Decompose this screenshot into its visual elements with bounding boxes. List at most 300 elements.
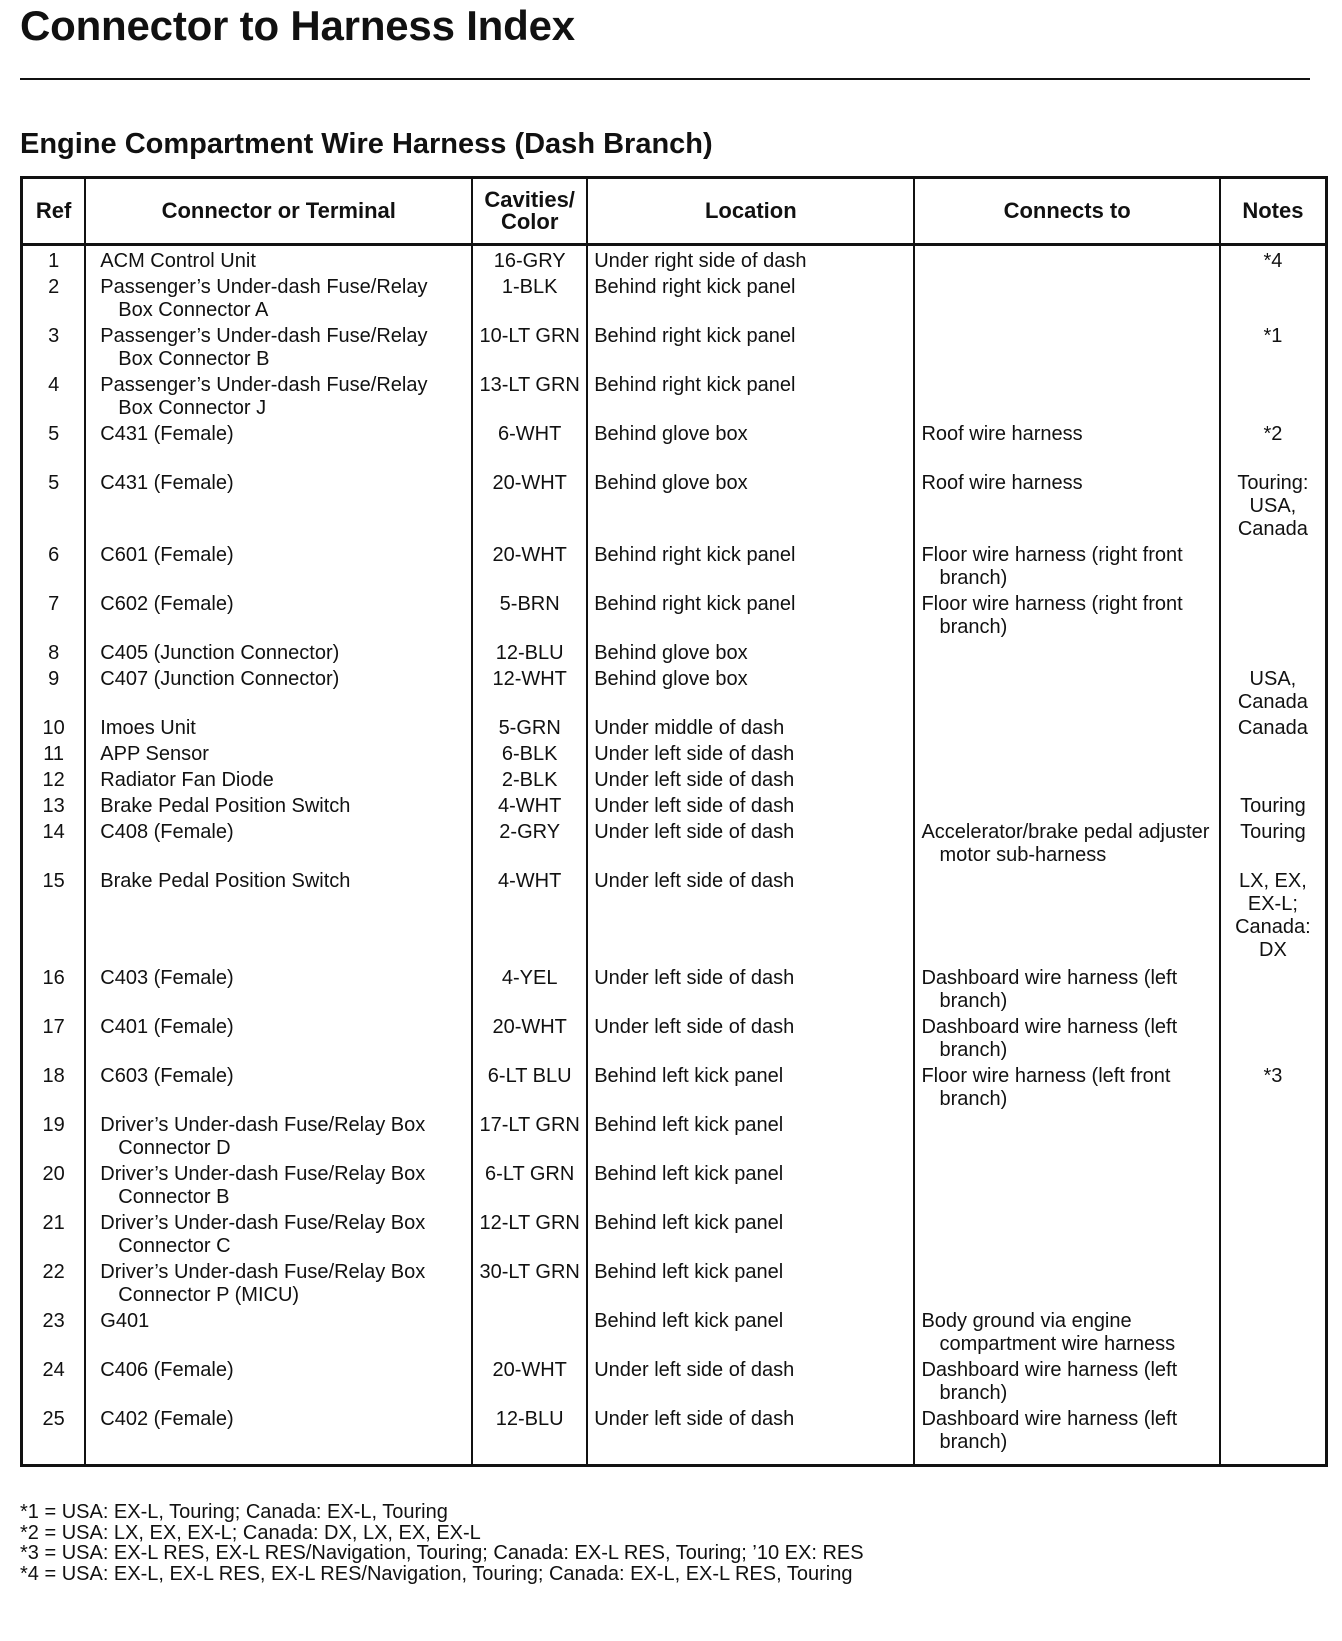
cell-location-text: Behind left kick panel <box>594 1212 784 1234</box>
cell-connects-to <box>914 374 1219 423</box>
cell-ref <box>22 717 86 743</box>
footnote: *1 = USA: EX-L, Touring; Canada: EX-L, Touring <box>20 1501 448 1523</box>
cell-notes-text: USA, Canada <box>1237 668 1308 713</box>
cell-connector <box>85 967 472 1016</box>
cell-location <box>587 870 914 967</box>
cell-ref <box>22 1065 86 1114</box>
cell-ref <box>22 1212 86 1261</box>
cell-notes <box>1220 1408 1327 1466</box>
cell-cavities <box>472 1408 587 1466</box>
cell-connector <box>85 1310 472 1359</box>
cell-ref-text: 14 <box>42 821 65 843</box>
cell-connector <box>85 668 472 717</box>
cell-location <box>587 325 914 374</box>
cell-connects-to-text: Roof wire harness <box>921 423 1083 445</box>
cell-notes <box>1220 472 1327 544</box>
cell-location-text: Behind glove box <box>594 668 748 690</box>
cell-connector-text: C603 (Female) <box>100 1065 234 1087</box>
page-title: Connector to Harness Index <box>20 2 575 49</box>
cell-notes <box>1220 642 1327 668</box>
cell-location <box>587 795 914 821</box>
cell-notes-text: *1 <box>1263 325 1283 347</box>
cell-location-text: Behind left kick panel <box>594 1114 784 1136</box>
cell-location-text: Under left side of dash <box>594 1016 795 1038</box>
cell-ref-text: 23 <box>42 1310 65 1332</box>
cell-connects-to <box>914 795 1219 821</box>
table-row <box>22 374 1327 423</box>
cell-cavities <box>472 967 587 1016</box>
cell-notes <box>1220 1212 1327 1261</box>
cell-cavities <box>472 1359 587 1408</box>
cell-notes <box>1220 967 1327 1016</box>
table-row <box>22 1261 1327 1310</box>
cell-location <box>587 423 914 472</box>
cell-notes <box>1220 1163 1327 1212</box>
cell-connects-to <box>914 325 1219 374</box>
cell-notes <box>1220 593 1327 642</box>
cell-cavities <box>472 325 587 374</box>
cell-connector-text: G401 <box>100 1310 150 1332</box>
cell-cavities-text: 6-LT BLU <box>487 1065 572 1087</box>
cell-location <box>587 743 914 769</box>
cell-location <box>587 1163 914 1212</box>
cell-connector-text: C401 (Female) <box>100 1016 234 1038</box>
col-header-ref: Ref <box>22 178 86 245</box>
cell-ref <box>22 1310 86 1359</box>
cell-connects-to <box>914 245 1219 277</box>
cell-ref-text: 7 <box>48 593 60 615</box>
cell-ref-text: 3 <box>48 325 60 347</box>
cell-ref <box>22 325 86 374</box>
cell-connector <box>85 1359 472 1408</box>
cell-ref <box>22 472 86 544</box>
cell-notes-text: Touring: USA, Canada <box>1237 472 1309 540</box>
cell-connects-to <box>914 593 1219 642</box>
cell-location <box>587 245 914 277</box>
cell-connects-to <box>914 1408 1219 1466</box>
cell-location <box>587 668 914 717</box>
cell-connects-to <box>914 1261 1219 1310</box>
cell-location <box>587 593 914 642</box>
footnote: *4 = USA: EX-L, EX-L RES, EX-L RES/Navigation, Touring; Canada: EX-L, EX-L RES, Touring <box>20 1562 853 1585</box>
cell-notes-text: *4 <box>1263 250 1283 272</box>
cell-cavities <box>472 374 587 423</box>
cell-connects-to-text: Dashboard wire harness (left branch) <box>921 1408 1178 1453</box>
cell-cavities <box>472 1310 587 1359</box>
connector-index-table <box>20 176 1328 1467</box>
cell-cavities-text: 5-BRN <box>499 593 560 615</box>
cell-cavities-text: 13-LT GRN <box>479 374 580 396</box>
cell-location-text: Behind right kick panel <box>594 325 796 347</box>
cell-connector <box>85 544 472 593</box>
cell-connector-text: Driver’s Under-dash Fuse/Relay Box Connector P (MICU) <box>100 1261 426 1306</box>
table-row <box>22 276 1327 325</box>
cell-cavities <box>472 1212 587 1261</box>
cell-cavities <box>472 1016 587 1065</box>
table-row <box>22 1212 1327 1261</box>
cell-ref <box>22 821 86 870</box>
cell-ref-text: 21 <box>42 1212 65 1234</box>
cell-notes-text: LX, EX, EX-L; Canada: DX <box>1235 870 1311 961</box>
cell-location-text: Under left side of dash <box>594 821 795 843</box>
cell-notes <box>1220 1114 1327 1163</box>
cell-connects-to-text: Floor wire harness (left front branch) <box>921 1065 1171 1110</box>
cell-connector-text: Driver’s Under-dash Fuse/Relay Box Connector D <box>100 1114 426 1159</box>
cell-connects-to <box>914 821 1219 870</box>
cell-location-text: Behind left kick panel <box>594 1065 784 1087</box>
cell-connector-text: Passenger’s Under-dash Fuse/Relay Box Connector J <box>100 374 428 419</box>
cell-connector <box>85 593 472 642</box>
cell-cavities <box>472 642 587 668</box>
cell-cavities-text: 20-WHT <box>492 1359 567 1381</box>
cell-ref-text: 9 <box>48 668 60 690</box>
cell-notes <box>1220 1359 1327 1408</box>
cell-notes <box>1220 374 1327 423</box>
cell-cavities <box>472 593 587 642</box>
cell-ref-text: 25 <box>42 1408 65 1430</box>
cell-notes-text: Touring <box>1240 795 1306 817</box>
cell-cavities <box>472 743 587 769</box>
cell-cavities-text: 20-WHT <box>492 472 567 494</box>
cell-cavities <box>472 668 587 717</box>
cell-ref <box>22 1114 86 1163</box>
cell-notes <box>1220 423 1327 472</box>
cell-notes <box>1220 245 1327 277</box>
cell-location-text: Under left side of dash <box>594 743 795 765</box>
col-header-location: Location <box>587 178 914 245</box>
cell-connects-to-text: Dashboard wire harness (left branch) <box>921 1359 1178 1404</box>
cell-ref-text: 5 <box>48 472 60 494</box>
cell-ref <box>22 769 86 795</box>
cell-connector <box>85 1016 472 1065</box>
cell-location <box>587 717 914 743</box>
cell-connector-text: Passenger’s Under-dash Fuse/Relay Box Connector B <box>100 325 428 370</box>
cell-ref <box>22 1359 86 1408</box>
cell-ref-text: 19 <box>42 1114 65 1136</box>
cell-connects-to <box>914 1310 1219 1359</box>
cell-location <box>587 1016 914 1065</box>
cell-location-text: Behind left kick panel <box>594 1163 784 1185</box>
cell-ref <box>22 668 86 717</box>
cell-connector-text: C602 (Female) <box>100 593 234 615</box>
cell-connects-to-text: Roof wire harness <box>921 472 1083 494</box>
cell-cavities-text: 20-WHT <box>492 544 567 566</box>
table-row <box>22 1408 1327 1466</box>
cell-ref <box>22 1163 86 1212</box>
cell-ref <box>22 743 86 769</box>
cell-cavities <box>472 245 587 277</box>
cell-location <box>587 1359 914 1408</box>
cell-location-text: Under left side of dash <box>594 870 795 892</box>
cell-ref-text: 6 <box>48 544 60 566</box>
cell-connector <box>85 374 472 423</box>
cell-location-text: Under right side of dash <box>594 250 807 272</box>
cell-connects-to <box>914 769 1219 795</box>
cell-ref-text: 22 <box>42 1261 65 1283</box>
table-row <box>22 743 1327 769</box>
cell-cavities <box>472 1065 587 1114</box>
table-row <box>22 967 1327 1016</box>
cell-notes-text: Canada <box>1237 717 1308 739</box>
cell-connects-to-text: Dashboard wire harness (left branch) <box>921 1016 1178 1061</box>
cell-ref-text: 8 <box>48 642 60 664</box>
cell-connects-to <box>914 668 1219 717</box>
table-row <box>22 769 1327 795</box>
cell-location-text: Behind right kick panel <box>594 593 796 615</box>
cell-location <box>587 544 914 593</box>
cell-cavities <box>472 1261 587 1310</box>
cell-notes <box>1220 1261 1327 1310</box>
cell-cavities-text: 12-BLU <box>495 642 564 664</box>
cell-ref <box>22 544 86 593</box>
cell-connector <box>85 1408 472 1466</box>
cell-connector-text: APP Sensor <box>100 743 209 765</box>
cell-connector-text: Brake Pedal Position Switch <box>100 870 351 892</box>
table-row <box>22 544 1327 593</box>
cell-location-text: Under left side of dash <box>594 795 795 817</box>
cell-ref-text: 10 <box>42 717 65 739</box>
title-divider <box>20 78 1310 80</box>
cell-notes-text: *2 <box>1263 423 1283 445</box>
cell-connector-text: C403 (Female) <box>100 967 234 989</box>
cell-ref <box>22 374 86 423</box>
cell-cavities <box>472 870 587 967</box>
cell-notes <box>1220 544 1327 593</box>
table-row <box>22 1310 1327 1359</box>
cell-ref-text: 2 <box>48 276 60 298</box>
cell-cavities-text: 16-GRY <box>493 250 566 272</box>
cell-notes <box>1220 821 1327 870</box>
cell-ref-text: 20 <box>42 1163 65 1185</box>
cell-connector-text: ACM Control Unit <box>100 250 256 272</box>
cell-cavities-text: 12-BLU <box>495 1408 564 1430</box>
cell-connector-text: C431 (Female) <box>100 423 234 445</box>
col-header-cavities: Cavities/ Color <box>472 178 587 245</box>
cell-notes <box>1220 769 1327 795</box>
cell-ref-text: 5 <box>48 423 60 445</box>
col-header-notes: Notes <box>1220 178 1327 245</box>
cell-location-text: Under left side of dash <box>594 1359 795 1381</box>
cell-connector <box>85 769 472 795</box>
table-row <box>22 1016 1327 1065</box>
cell-ref-text: 18 <box>42 1065 65 1087</box>
table-row <box>22 593 1327 642</box>
cell-ref <box>22 1261 86 1310</box>
cell-location <box>587 769 914 795</box>
cell-ref-text: 15 <box>42 870 65 892</box>
cell-location <box>587 472 914 544</box>
cell-cavities-text: 30-LT GRN <box>479 1261 580 1283</box>
cell-location <box>587 967 914 1016</box>
cell-connector-text: C407 (Junction Connector) <box>100 668 340 690</box>
cell-cavities-text: 6-BLK <box>501 743 558 765</box>
cell-location <box>587 1310 914 1359</box>
cell-location-text: Under left side of dash <box>594 769 795 791</box>
cell-location-text: Under left side of dash <box>594 1408 795 1430</box>
cell-ref-text: 12 <box>42 769 65 791</box>
cell-cavities-text: 12-LT GRN <box>479 1212 580 1234</box>
cell-cavities-text: 4-WHT <box>498 870 562 892</box>
cell-connects-to <box>914 423 1219 472</box>
cell-connector-text: Brake Pedal Position Switch <box>100 795 351 817</box>
cell-ref-text: 1 <box>48 250 60 272</box>
table-row <box>22 245 1327 277</box>
cell-ref <box>22 967 86 1016</box>
cell-connector <box>85 1261 472 1310</box>
cell-connects-to <box>914 1212 1219 1261</box>
cell-location-text: Under left side of dash <box>594 967 795 989</box>
cell-notes <box>1220 276 1327 325</box>
cell-connects-to <box>914 642 1219 668</box>
cell-connects-to <box>914 870 1219 967</box>
table-row <box>22 717 1327 743</box>
cell-location <box>587 1261 914 1310</box>
table-row <box>22 870 1327 967</box>
cell-ref-text: 24 <box>42 1359 65 1381</box>
cell-connector <box>85 472 472 544</box>
cell-connects-to <box>914 717 1219 743</box>
cell-connector-text: C431 (Female) <box>100 472 234 494</box>
cell-cavities <box>472 1163 587 1212</box>
cell-ref <box>22 593 86 642</box>
cell-connector <box>85 276 472 325</box>
cell-location <box>587 1065 914 1114</box>
cell-connector-text: Radiator Fan Diode <box>100 769 274 791</box>
table-row <box>22 795 1327 821</box>
cell-connector <box>85 1212 472 1261</box>
footnotes <box>20 1502 864 1584</box>
cell-location <box>587 1212 914 1261</box>
cell-cavities-text: 17-LT GRN <box>479 1114 580 1136</box>
cell-cavities <box>472 769 587 795</box>
cell-location <box>587 642 914 668</box>
table-row <box>22 423 1327 472</box>
cell-cavities <box>472 717 587 743</box>
cell-connector <box>85 795 472 821</box>
cell-connector <box>85 821 472 870</box>
cell-connects-to-text: Accelerator/brake pedal adjuster motor sub-harness <box>921 821 1210 866</box>
cell-connects-to-text: Body ground via engine compartment wire harness <box>921 1310 1176 1355</box>
table-row <box>22 821 1327 870</box>
cell-cavities-text: 2-BLK <box>501 769 558 791</box>
cell-connector <box>85 717 472 743</box>
table-row <box>22 1114 1327 1163</box>
section-title: Engine Compartment Wire Harness (Dash Branch) <box>20 128 713 160</box>
cell-cavities-text: 5-GRN <box>498 717 561 739</box>
cell-ref <box>22 870 86 967</box>
cell-ref <box>22 245 86 277</box>
col-header-connects: Connects to <box>914 178 1219 245</box>
cell-ref <box>22 795 86 821</box>
cell-notes <box>1220 1065 1327 1114</box>
cell-location-text: Behind left kick panel <box>594 1261 784 1283</box>
cell-ref-text: 17 <box>42 1016 65 1038</box>
cell-location-text: Behind left kick panel <box>594 1310 784 1332</box>
cell-ref <box>22 1016 86 1065</box>
cell-notes <box>1220 325 1327 374</box>
cell-connects-to <box>914 743 1219 769</box>
cell-connects-to <box>914 544 1219 593</box>
cell-ref <box>22 642 86 668</box>
table-row <box>22 1065 1327 1114</box>
cell-cavities <box>472 276 587 325</box>
cell-connector <box>85 1163 472 1212</box>
cell-location <box>587 276 914 325</box>
cell-connects-to <box>914 276 1219 325</box>
cell-connects-to-text: Floor wire harness (right front branch) <box>921 544 1183 589</box>
cell-connector <box>85 423 472 472</box>
cell-connector <box>85 870 472 967</box>
cell-location <box>587 374 914 423</box>
cell-cavities <box>472 544 587 593</box>
cell-connector <box>85 1065 472 1114</box>
cell-location-text: Behind glove box <box>594 472 748 494</box>
cell-connects-to-text: Dashboard wire harness (left branch) <box>921 967 1178 1012</box>
cell-connector-text: Passenger’s Under-dash Fuse/Relay Box Connector A <box>100 276 428 321</box>
cell-location-text: Under middle of dash <box>594 717 785 739</box>
cell-notes <box>1220 870 1327 967</box>
cell-location-text: Behind right kick panel <box>594 544 796 566</box>
cell-connects-to <box>914 967 1219 1016</box>
cell-connector <box>85 743 472 769</box>
col-header-connector: Connector or Terminal <box>85 178 472 245</box>
cell-ref <box>22 1408 86 1466</box>
cell-notes <box>1220 1016 1327 1065</box>
cell-connects-to <box>914 1114 1219 1163</box>
cell-location-text: Behind glove box <box>594 642 748 664</box>
cell-connector-text: C408 (Female) <box>100 821 234 843</box>
cell-ref-text: 11 <box>43 743 65 765</box>
cell-cavities <box>472 472 587 544</box>
table-row <box>22 325 1327 374</box>
cell-notes <box>1220 1310 1327 1359</box>
cell-cavities-text: 10-LT GRN <box>479 325 580 347</box>
cell-connector-text: C406 (Female) <box>100 1359 234 1381</box>
cell-cavities-text: 20-WHT <box>492 1016 567 1038</box>
cell-location <box>587 1114 914 1163</box>
cell-cavities <box>472 795 587 821</box>
table-header-row <box>22 178 1327 245</box>
cell-cavities-text: 6-WHT <box>498 423 562 445</box>
cell-connector-text: Imoes Unit <box>100 717 196 739</box>
footnote: *3 = USA: EX-L RES, EX-L RES/Navigation, Touring; Canada: EX-L RES, Touring; ’10 EX: RES <box>20 1542 864 1564</box>
cell-connects-to <box>914 472 1219 544</box>
cell-location <box>587 821 914 870</box>
cell-connector-text: C601 (Female) <box>100 544 234 566</box>
cell-cavities-text: 6-LT GRN <box>485 1163 575 1185</box>
table-row <box>22 668 1327 717</box>
cell-notes-text: Touring <box>1240 821 1306 843</box>
cell-notes <box>1220 795 1327 821</box>
cell-ref-text: 16 <box>42 967 65 989</box>
cell-connector <box>85 245 472 277</box>
cell-ref-text: 13 <box>42 795 65 817</box>
cell-location-text: Behind right kick panel <box>594 276 796 298</box>
cell-cavities-text: 1-BLK <box>501 276 558 298</box>
cell-notes <box>1220 743 1327 769</box>
cell-cavities <box>472 821 587 870</box>
cell-connector-text: C402 (Female) <box>100 1408 234 1430</box>
cell-connects-to <box>914 1016 1219 1065</box>
cell-cavities-text: 12-WHT <box>492 668 567 690</box>
cell-notes-text: *3 <box>1263 1065 1283 1087</box>
cell-ref <box>22 423 86 472</box>
table-row <box>22 642 1327 668</box>
table-row <box>22 472 1327 544</box>
cell-ref-text: 4 <box>48 374 60 396</box>
cell-cavities-text: 2-GRY <box>499 821 561 843</box>
cell-ref <box>22 276 86 325</box>
